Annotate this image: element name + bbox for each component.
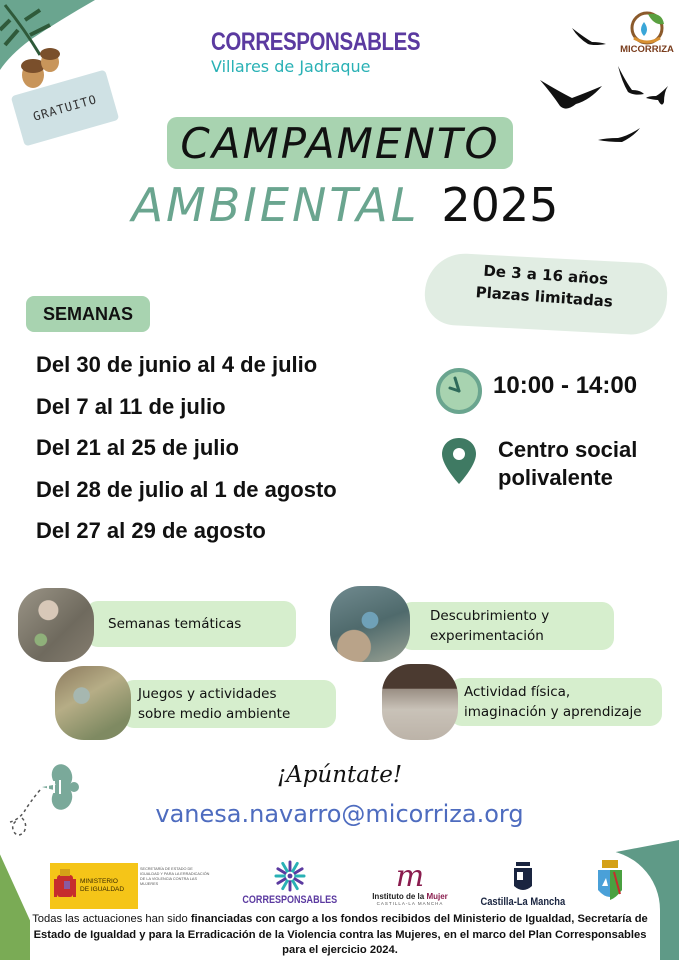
free-badge: GRATUITO — [11, 70, 120, 147]
corresponsables-logo — [203, 18, 463, 86]
activity-label-line1: Descubrimiento y — [430, 608, 550, 624]
activity-label: Semanas temáticas — [108, 616, 242, 632]
activity-item — [450, 678, 662, 726]
activity-label-line1: Juegos y actividades — [138, 686, 277, 702]
activity-photo — [330, 586, 410, 662]
activity-item — [86, 601, 296, 647]
castilla-la-mancha-label: Castilla-La Mancha — [480, 896, 566, 908]
snowflake-logo-icon — [274, 860, 306, 892]
location-line1: Centro social — [498, 437, 638, 462]
map-pin-icon — [440, 436, 478, 486]
ministerio-igualdad-logo — [50, 863, 138, 909]
title-ambiental: AMBIENTAL — [131, 178, 420, 232]
week-item: Del 7 al 11 de julio — [36, 393, 226, 419]
logo-title: CORRESPONSABLES — [211, 27, 421, 56]
activity-item — [400, 602, 614, 650]
funding-disclaimer: Todas las actuaciones han sido financiadas con cargo a los fondos recibidos del Ministerio de Igualdad, Secretaría de Estado de Igualdad y para la Erradicación de la Violencia contra las Mujeres, en el marco del Plan Corresponsables para el ejercicio 2024. — [32, 913, 648, 956]
spain-coat-of-arms-icon — [54, 869, 76, 903]
corresponsables-small-logo — [242, 860, 338, 912]
title-year: 2025 — [441, 178, 559, 232]
week-item: Del 28 de julio al 1 de agosto — [36, 476, 337, 502]
castilla-la-mancha-logo — [478, 860, 568, 912]
micorriza-label: MICORRIZA — [620, 44, 674, 55]
activity-label-line1: Actividad física, — [464, 684, 571, 700]
activity-photo — [382, 664, 458, 740]
weeks-label: SEMANAS — [26, 296, 150, 332]
activity-photo — [55, 666, 131, 740]
signup-email-link[interactable]: vanesa.navarro@micorriza.org — [155, 800, 524, 828]
activity-label-line2: sobre medio ambiente — [138, 706, 291, 722]
instituto-mujer-mark: m — [395, 859, 425, 894]
clock-icon — [436, 368, 482, 414]
title-campamento: CAMPAMENTO — [180, 118, 500, 168]
logo-subtitle: Villares de Jadraque — [211, 56, 371, 76]
ministerio-line2: DE IGUALDAD — [80, 886, 125, 893]
signup-title: ¡Apúntate! — [276, 762, 403, 788]
schedule-time: 10:00 - 14:00 — [493, 372, 638, 399]
castilla-shield-icon — [513, 860, 533, 896]
activity-item — [122, 680, 336, 728]
instituto-mujer-sub: CASTILLA-LA MANCHA — [376, 901, 444, 906]
activity-photo — [18, 588, 94, 662]
activity-label-line2: imaginación y aprendizaje — [464, 704, 642, 720]
age-range: De 3 a 16 años — [482, 261, 609, 289]
location-line2: polivalente — [498, 465, 613, 490]
instituto-mujer-label: Instituto de la Mujer — [372, 892, 448, 901]
ministerio-subtitle: SECRETARÍA DE ESTADO DE IGUALDAD Y PARA LA ERRADICACIÓN DE LA VIOLENCIA CONTRA LAS MUJERES — [140, 867, 210, 886]
week-item: Del 27 al 29 de agosto — [36, 518, 266, 543]
location — [498, 436, 637, 492]
ministerio-line1: MINISTERIO — [80, 878, 118, 885]
activity-label-line2: experimentación — [430, 628, 544, 644]
corresponsables-small-label: CORRESPONSABLES — [242, 894, 338, 906]
week-item: Del 30 de junio al 4 de julio — [36, 352, 318, 377]
municipal-coat-of-arms-icon — [596, 860, 624, 904]
limited-places: Plazas limitadas — [475, 283, 614, 311]
instituto-mujer-logo — [364, 859, 456, 912]
title-line2 — [131, 176, 559, 234]
weeks-list — [36, 344, 426, 552]
week-item: Del 21 al 25 de julio — [36, 435, 239, 460]
birds-decoration — [530, 20, 679, 150]
